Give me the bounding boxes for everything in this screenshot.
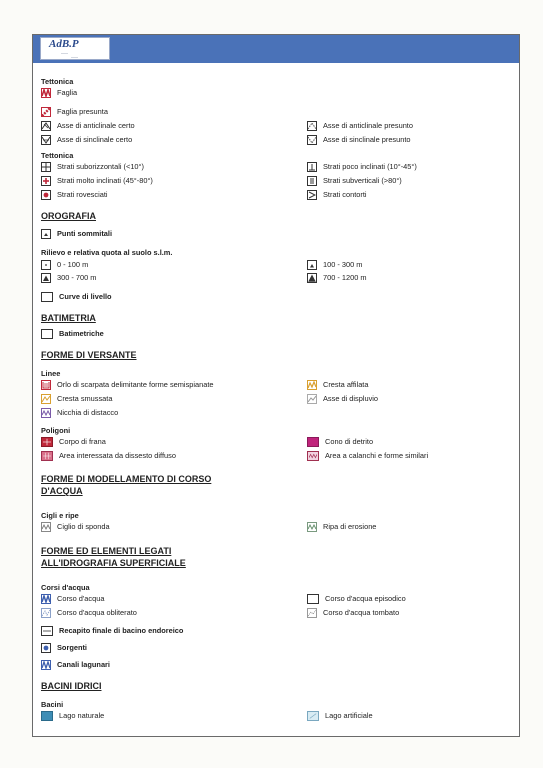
logo-subline-1: —— [61,51,68,55]
linee-heading: Linee [41,369,61,378]
adbp-logo [40,37,110,60]
legend-item-orlo-scarpata [41,379,214,390]
rilievo-heading: Rilievo e relativa quota al suolo s.l.m. [41,248,173,257]
legend-item-faglia [41,87,77,98]
legend-label: Strati rovesciati [57,190,108,199]
section-idrografia-2: ALL'IDROGRAFIA SUPERFICIALE [41,558,186,568]
legend-item-strati-contorti [307,189,367,200]
legend-label: Asse di sinclinale presunto [323,135,411,144]
logo-text: AdB.P [49,38,79,50]
red-dashed-icon [41,107,51,117]
red-zigzag-icon [41,88,51,98]
legend-item-ciglio-sponda [41,521,110,532]
legend-item-ripa-erosione [307,521,376,532]
legend-label: Faglia presunta [57,107,108,116]
anticline-dashed-icon [307,121,317,131]
legend-label: Asse di anticlinale presunto [323,121,413,130]
legend-label: Corso d'acqua [57,594,105,603]
erosion-bank-icon [307,522,317,532]
legend-item-strati-suborizzontali [41,161,144,172]
legend-label: Strati suborizzontali (<10°) [57,162,144,171]
landslide-pattern-icon [41,437,53,447]
legend-item-strati-poco-inclinati [307,161,417,172]
legend-item-calanchi [307,450,428,461]
legend-frame [32,34,520,737]
legend-label: 700 - 1200 m [323,273,367,282]
tettonica-heading-2: Tettonica [41,151,74,160]
legend-label: Cresta smussata [57,394,113,403]
orange-sharp-ridge-icon [307,380,317,390]
summit-point-icon [41,229,51,239]
poligoni-heading: Poligoni [41,426,71,435]
legend-item-strati-molto-inclinati [41,175,153,186]
legend-item-cono-detrito [307,436,373,447]
diffuse-landslide-pattern-icon [41,451,53,461]
section-idrografia-1: FORME ED ELEMENTI LEGATI [41,546,172,556]
legend-item-anticlinale-presunto [307,120,413,131]
legend-label: Batimetriche [59,329,104,338]
legend-label: 0 - 100 m [57,260,89,269]
legend-item-cresta-smussata [41,393,112,404]
magenta-fill-icon [307,437,319,447]
syncline-icon [41,135,51,145]
legend-item-sinclinale-presunto [307,134,411,145]
legend-label: 100 - 300 m [323,260,363,269]
legend-item-curve-livello [41,291,112,302]
legend-label: Cresta affilata [323,380,369,389]
legend-label: Nicchia di distacco [57,408,119,417]
small-triangle-icon [307,260,317,270]
artificial-lake-icon [307,711,319,721]
triangle-icon [41,273,51,283]
logo-subline-2: —— [71,55,78,59]
legend-item-dissesto-diffuso [41,450,176,461]
legend-item-recapito-finale [41,625,183,636]
legend-label: Corso d'acqua obliterato [57,608,137,617]
legend-item-strati-rovesciati [41,189,108,200]
legend-label: Ciglio di sponda [57,522,110,531]
grey-ridge-icon [307,394,317,404]
legend-label: Strati poco inclinati (10°-45°) [323,162,417,171]
red-scarp-icon [41,380,51,390]
bank-edge-icon [41,522,51,532]
blue-stream-icon [41,594,51,604]
purple-zigzag-icon [41,408,51,418]
section-versante: FORME DI VERSANTE [41,350,137,360]
legend-item-corso-acqua [41,593,104,604]
legend-item-corso-obliterato [41,607,137,618]
bacini-heading: Bacini [41,700,64,709]
legend-label: Faglia [57,88,78,97]
anticline-icon [41,121,51,131]
legend-item-batimetriche [41,328,104,339]
legend-item-lago-naturale [41,710,104,721]
spring-icon [41,643,51,653]
empty-box-icon [41,329,53,339]
legend-item-quota-300-700 [41,272,96,283]
legend-item-corso-tombato [307,607,399,618]
culverted-stream-icon [307,608,317,618]
legend-label: Lago artificiale [325,711,373,720]
small-dot-icon [41,260,51,270]
natural-lake-icon [41,711,53,721]
legend-item-punti-sommitali [41,228,112,239]
legend-label: Corpo di frana [59,437,106,446]
empty-box-icon [307,594,319,604]
arrow-icon [307,190,317,200]
legend-label: Corso d'acqua episodico [325,594,406,603]
legend-label: Curve di livello [59,292,112,301]
legend-item-anticlinale-certo [41,120,135,131]
legend-label: Strati contorti [323,190,367,199]
legend-label: Ripa di erosione [323,522,377,531]
legend-label: 300 - 700 m [57,273,97,282]
legend-item-sorgenti [41,642,87,653]
legend-label: Recapito finale di bacino endoreico [59,626,184,635]
legend-label: Punti sommitali [57,229,113,238]
syncline-dashed-icon [307,135,317,145]
legend-label: Sorgenti [57,643,87,652]
legend-label: Corso d'acqua tombato [323,608,400,617]
legend-label: Strati subverticali (>80°) [323,176,402,185]
legend-item-lago-artificiale [307,710,373,721]
legend-item-strati-subverticali [307,175,402,186]
red-dot-icon [41,190,51,200]
legend-item-canali-lagunari [41,659,110,670]
t-icon [307,162,317,172]
legend-item-sinclinale-certo [41,134,132,145]
legend-item-quota-700-1200 [307,272,367,283]
large-triangle-icon [307,273,317,283]
lagoon-channel-icon [41,660,51,670]
legend-label: Cono di detrito [325,437,374,446]
legend-label: Strati molto inclinati (45°-80°) [57,176,153,185]
legend-item-asse-displuvio [307,393,378,404]
section-modellamento-1: FORME DI MODELLAMENTO DI CORSO [41,474,212,484]
legend-item-faglia-presunta [41,106,108,117]
legend-item-corpo-frana [41,436,106,447]
cigli-heading: Cigli e ripe [41,511,79,520]
empty-box-icon [41,292,53,302]
legend-label: Asse di anticlinale certo [57,121,135,130]
orange-ridge-icon [41,394,51,404]
badlands-pattern-icon [307,451,319,461]
legend-item-corso-episodico [307,593,406,604]
legend-label: Orlo di scarpata delimitante forme semispianate [57,380,214,389]
red-cross-icon [41,176,51,186]
obliterated-stream-icon [41,608,51,618]
legend-item-nicchia-distacco [41,407,118,418]
legend-item-quota-0-100 [41,259,88,270]
legend-label: Canali lagunari [57,660,110,669]
cross-icon [41,162,51,172]
legend-label: Asse di displuvio [323,394,379,403]
section-orografia: OROGRAFIA [41,211,96,221]
legend-item-cresta-affilata [307,379,368,390]
section-modellamento-2: D'ACQUA [41,486,83,496]
tettonica-heading-1: Tettonica [41,77,74,86]
header-bar [33,35,519,63]
section-bacini: BACINI IDRICI [41,681,102,691]
corsi-heading: Corsi d'acqua [41,583,90,592]
legend-label: Area a calanchi e forme similari [325,451,429,460]
section-batimetria: BATIMETRIA [41,313,96,323]
legend-label: Area interessata da dissesto diffuso [59,451,176,460]
legend-item-quota-100-300 [307,259,362,270]
legend-label: Lago naturale [59,711,105,720]
endorheic-basin-icon [41,626,53,636]
legend-label: Asse di sinclinale certo [57,135,133,144]
double-bar-icon [307,176,317,186]
